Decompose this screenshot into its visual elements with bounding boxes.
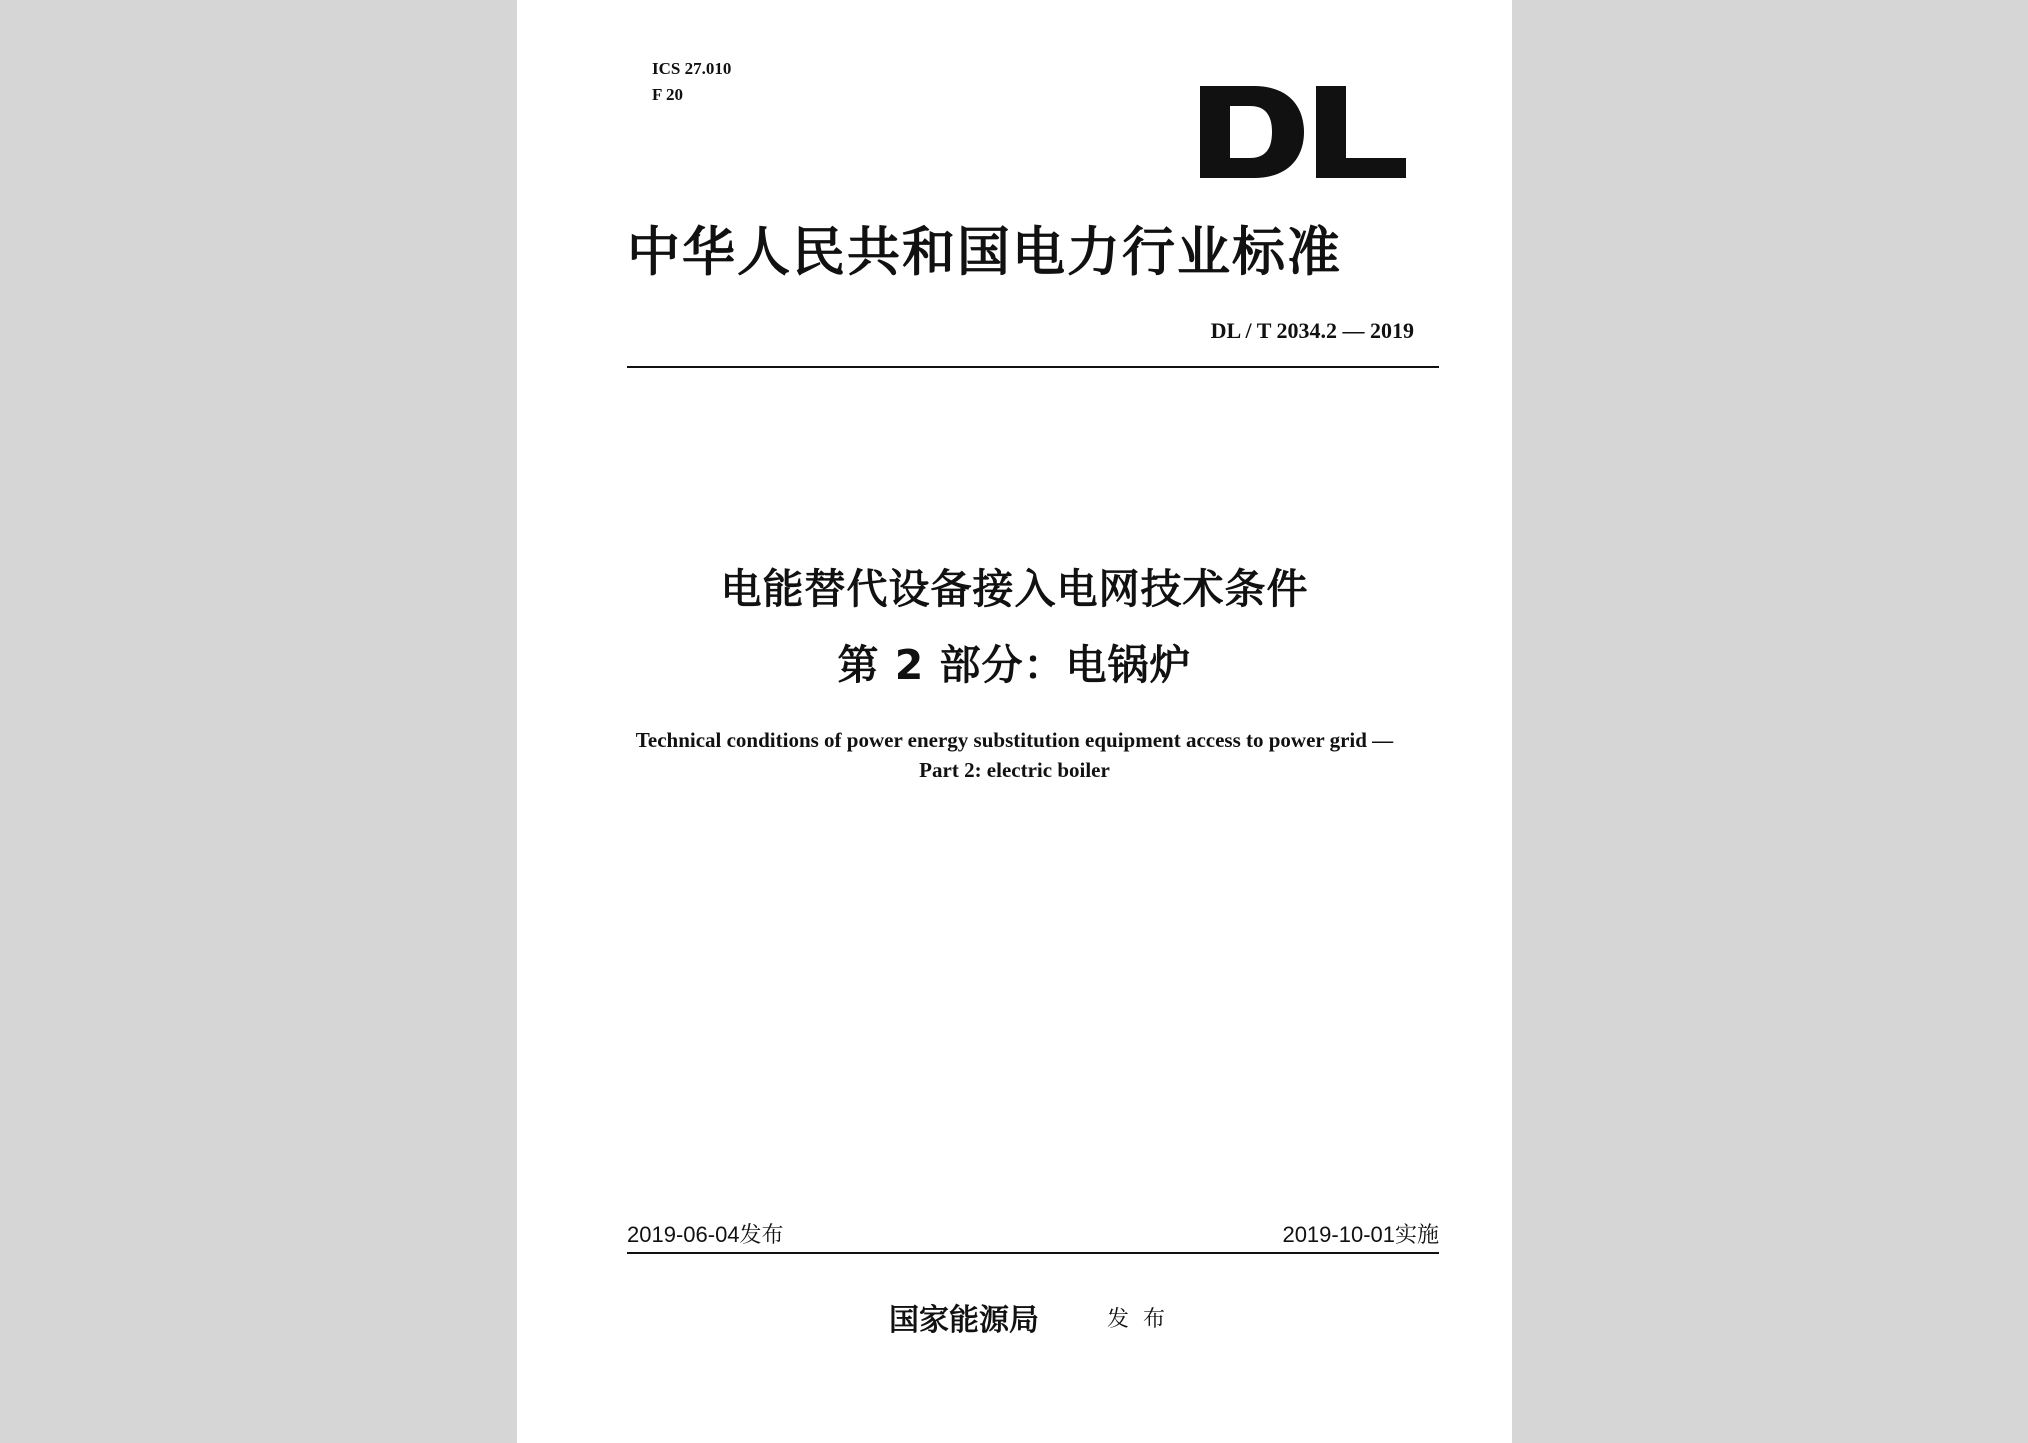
- bottom-divider: [627, 1252, 1439, 1254]
- english-title-line-1: Technical conditions of power energy substitution equipment access to power grid —: [635, 728, 1394, 752]
- ics-code: ICS 27.010: [652, 59, 732, 78]
- publisher-name: 国家能源局: [889, 1303, 1039, 1338]
- chinese-title-line-2: 第 2 部分：电锅炉: [837, 641, 1192, 689]
- english-title-line-2: Part 2: electric boiler: [919, 758, 1110, 782]
- publish-label: 发布: [1107, 1307, 1180, 1332]
- release-date: 2019-06-04发布: [627, 1222, 784, 1247]
- chinese-title-line-1: 电能替代设备接入电网技术条件: [720, 565, 1309, 613]
- dl-logo: [1192, 82, 1412, 182]
- industry-standard-title: 中华人民共和国电力行业标准: [627, 222, 1342, 283]
- effective-date: 2019-10-01实施: [1282, 1222, 1439, 1247]
- ccs-code: F 20: [652, 85, 684, 104]
- top-divider: [627, 366, 1439, 368]
- document-cover: [517, 0, 1512, 1443]
- classification-codes: [652, 56, 731, 108]
- standard-number: DL / T 2034.2 — 2019: [1210, 318, 1414, 343]
